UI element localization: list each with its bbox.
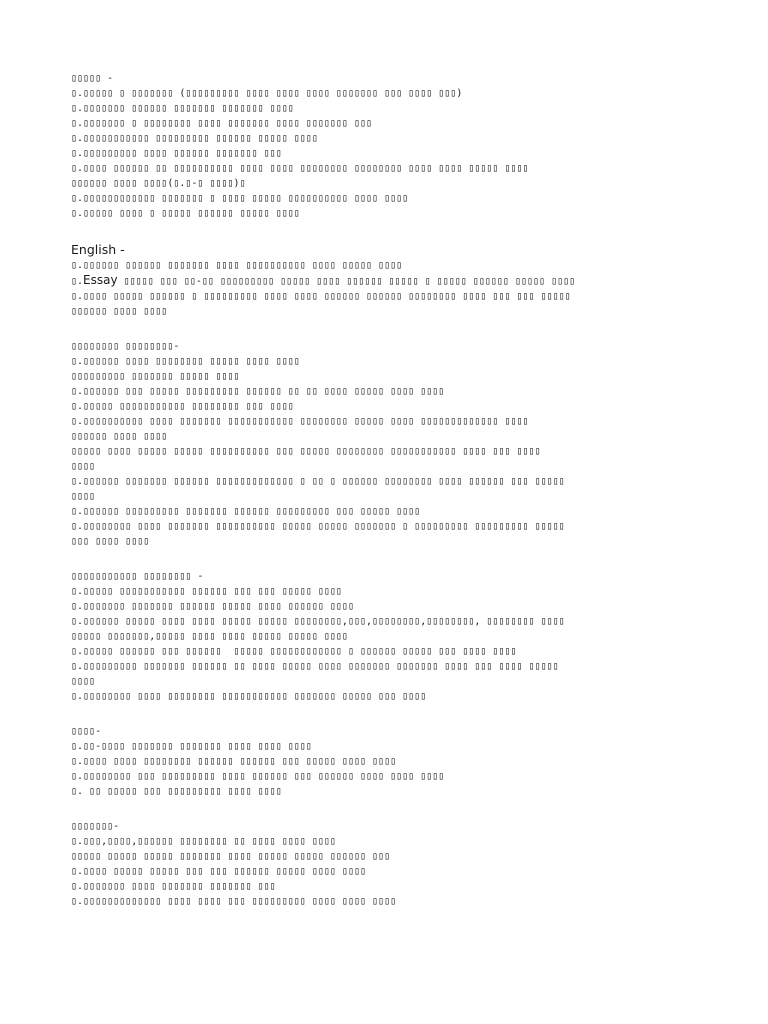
section-3: [71, 339, 708, 549]
text-line: ▯.▯▯▯,▯▯▯▯,▯▯▯▯▯▯ ▯▯▯▯▯▯▯▯ ▯▯ ▯▯▯▯ ▯▯▯▯ ▯▯▯▯: [71, 836, 336, 847]
text-line: ▯.▯▯▯▯▯▯ ▯▯▯▯ ▯▯▯▯▯▯▯▯ ▯▯▯▯▯ ▯▯▯▯ ▯▯▯▯: [71, 356, 300, 367]
text-line: ▯.▯▯▯▯▯▯▯ ▯▯▯▯▯▯ ▯▯▯▯▯▯▯ ▯▯▯▯▯▯▯ ▯▯▯▯: [71, 103, 294, 114]
text-line: ▯.▯▯▯▯▯ ▯▯▯▯▯▯ ▯▯▯ ▯▯▯▯▯▯ ▯▯▯▯▯ ▯▯▯▯▯▯▯▯▯▯▯▯ ▯ ▯▯▯▯▯▯ ▯▯▯▯▯ ▯▯▯ ▯▯▯▯ ▯▯▯▯: [71, 646, 517, 657]
section-6: [71, 819, 708, 909]
text-line: ▯.▯▯▯▯▯ ▯▯▯▯▯▯▯▯▯▯▯ ▯▯▯▯▯▯ ▯▯▯ ▯▯▯ ▯▯▯▯▯ ▯▯▯▯: [71, 586, 342, 597]
section-heading: ▯▯▯▯▯▯▯-: [71, 821, 120, 832]
text-line: ▯.▯▯▯▯▯▯ ▯▯▯▯▯▯ ▯▯▯▯▯▯▯ ▯▯▯▯ ▯▯▯▯▯▯▯▯▯▯ ▯▯▯▯ ▯▯▯▯▯ ▯▯▯▯: [71, 260, 403, 271]
text-line: ▯.▯▯▯▯▯▯ ▯▯▯▯▯▯▯ ▯▯▯▯▯▯ ▯▯▯▯▯▯▯▯▯▯▯▯▯ ▯ ▯▯ ▯ ▯▯▯▯▯▯ ▯▯▯▯▯▯▯▯ ▯▯▯▯ ▯▯▯▯▯▯ ▯▯▯ ▯▯▯▯▯: [71, 476, 565, 487]
text-line: ▯.Essay ▯▯▯▯▯ ▯▯▯ ▯▯-▯▯ ▯▯▯▯▯▯▯▯▯ ▯▯▯▯▯ ▯▯▯▯ ▯▯▯▯▯▯ ▯▯▯▯▯ ▯ ▯▯▯▯▯ ▯▯▯▯▯▯ ▯▯▯▯▯ ▯▯▯▯: [71, 273, 576, 287]
text-line: ▯.▯▯▯▯ ▯▯▯▯▯ ▯▯▯▯▯ ▯▯▯ ▯▯▯ ▯▯▯▯▯▯ ▯▯▯▯▯ ▯▯▯▯ ▯▯▯▯: [71, 866, 367, 877]
text-line: ▯.▯▯▯▯▯▯▯▯ ▯▯▯▯ ▯▯▯▯▯▯▯ ▯▯▯▯▯▯▯▯▯▯ ▯▯▯▯▯ ▯▯▯▯▯ ▯▯▯▯▯▯▯ ▯ ▯▯▯▯▯▯▯▯▯ ▯▯▯▯▯▯▯▯▯ ▯▯▯▯▯: [71, 521, 565, 532]
text-line: ▯▯▯▯: [71, 491, 96, 502]
text-line: ▯▯▯▯: [71, 676, 96, 687]
text-line: ▯.▯▯-▯▯▯▯ ▯▯▯▯▯▯▯ ▯▯▯▯▯▯▯ ▯▯▯▯ ▯▯▯▯ ▯▯▯▯: [71, 741, 312, 752]
text-line: ▯.▯▯▯▯▯▯▯▯ ▯▯▯ ▯▯▯▯▯▯▯▯▯ ▯▯▯▯ ▯▯▯▯▯▯ ▯▯▯ ▯▯▯▯▯▯ ▯▯▯▯ ▯▯▯▯ ▯▯▯▯: [71, 771, 445, 782]
section-heading: ▯▯▯▯▯ -: [71, 73, 114, 84]
text-line: ▯.▯▯▯▯▯ ▯ ▯▯▯▯▯▯▯ (▯▯▯▯▯▯▯▯▯ ▯▯▯▯ ▯▯▯▯ ▯▯▯▯ ▯▯▯▯▯▯▯ ▯▯▯ ▯▯▯▯ ▯▯▯): [71, 88, 463, 99]
text-line: ▯.▯▯▯▯▯ ▯▯▯▯ ▯ ▯▯▯▯▯ ▯▯▯▯▯▯ ▯▯▯▯▯ ▯▯▯▯: [71, 208, 300, 219]
section-5: [71, 724, 708, 799]
text-line: ▯▯▯▯▯▯▯▯▯ ▯▯▯▯▯▯▯ ▯▯▯▯▯ ▯▯▯▯: [71, 371, 240, 382]
section-heading: English -: [71, 242, 125, 257]
text-line: ▯▯▯▯▯ ▯▯▯▯▯ ▯▯▯▯▯ ▯▯▯▯▯▯▯ ▯▯▯▯ ▯▯▯▯▯ ▯▯▯▯▯ ▯▯▯▯▯▯ ▯▯▯: [71, 851, 391, 862]
text-line: ▯▯▯▯▯▯ ▯▯▯▯ ▯▯▯▯: [71, 431, 168, 442]
text-line: ▯▯▯ ▯▯▯▯ ▯▯▯▯: [71, 536, 150, 547]
text-line: ▯.▯▯▯▯▯▯ ▯▯▯▯▯▯▯▯▯ ▯▯▯▯▯▯▯ ▯▯▯▯▯▯ ▯▯▯▯▯▯▯▯▯ ▯▯▯ ▯▯▯▯▯ ▯▯▯▯: [71, 506, 421, 517]
section-heading: ▯▯▯▯-: [71, 726, 102, 737]
section-4: [71, 569, 708, 704]
text-line: ▯. ▯▯ ▯▯▯▯▯ ▯▯▯ ▯▯▯▯▯▯▯▯▯ ▯▯▯▯ ▯▯▯▯: [71, 786, 282, 797]
text-line: ▯.▯▯▯▯▯▯▯▯▯▯▯▯▯ ▯▯▯▯ ▯▯▯▯ ▯▯▯ ▯▯▯▯▯▯▯▯▯ ▯▯▯▯ ▯▯▯▯ ▯▯▯▯: [71, 896, 397, 907]
text-line: ▯.▯▯▯▯▯▯▯▯ ▯▯▯▯ ▯▯▯▯▯▯▯▯ ▯▯▯▯▯▯▯▯▯▯▯ ▯▯▯▯▯▯▯ ▯▯▯▯▯ ▯▯▯ ▯▯▯▯: [71, 691, 427, 702]
text-line: ▯.▯▯▯▯▯▯▯▯▯▯ ▯▯▯▯ ▯▯▯▯▯▯▯ ▯▯▯▯▯▯▯▯▯▯▯ ▯▯▯▯▯▯▯▯ ▯▯▯▯▯ ▯▯▯▯ ▯▯▯▯▯▯▯▯▯▯▯▯▯ ▯▯▯▯: [71, 416, 529, 427]
text-line: ▯▯▯▯▯ ▯▯▯▯▯▯▯,▯▯▯▯▯ ▯▯▯▯ ▯▯▯▯ ▯▯▯▯▯ ▯▯▯▯▯ ▯▯▯▯: [71, 631, 348, 642]
latin-word: Essay: [83, 273, 118, 287]
text-line: ▯▯▯▯: [71, 461, 96, 472]
text-line: ▯▯▯▯▯▯ ▯▯▯▯ ▯▯▯▯(▯.▯-▯ ▯▯▯▯)▯: [71, 178, 246, 189]
text-line: ▯.▯▯▯▯ ▯▯▯▯▯ ▯▯▯▯▯▯ ▯ ▯▯▯▯▯▯▯▯▯ ▯▯▯▯ ▯▯▯▯ ▯▯▯▯▯▯ ▯▯▯▯▯▯ ▯▯▯▯▯▯▯▯ ▯▯▯▯ ▯▯▯ ▯▯▯ ▯▯▯▯▯: [71, 291, 571, 302]
section-heading: ▯▯▯▯▯▯▯▯▯▯▯ ▯▯▯▯▯▯▯▯ -: [71, 571, 204, 582]
section-1: [71, 71, 708, 221]
text-line: ▯▯▯▯▯ ▯▯▯▯ ▯▯▯▯▯ ▯▯▯▯▯ ▯▯▯▯▯▯▯▯▯▯ ▯▯▯ ▯▯▯▯▯ ▯▯▯▯▯▯▯▯ ▯▯▯▯▯▯▯▯▯▯▯ ▯▯▯▯ ▯▯▯ ▯▯▯▯: [71, 446, 541, 457]
section-heading: ▯▯▯▯▯▯▯▯ ▯▯▯▯▯▯▯▯-: [71, 341, 180, 352]
section-english: [71, 241, 708, 319]
text-line: ▯▯▯▯▯▯ ▯▯▯▯ ▯▯▯▯: [71, 306, 168, 317]
text-line: ▯.▯▯▯▯ ▯▯▯▯ ▯▯▯▯▯▯▯▯ ▯▯▯▯▯▯ ▯▯▯▯▯▯ ▯▯▯ ▯▯▯▯▯ ▯▯▯▯ ▯▯▯▯: [71, 756, 397, 767]
text-line: ▯.▯▯▯▯▯▯▯▯▯▯▯ ▯▯▯▯▯▯▯▯▯ ▯▯▯▯▯▯ ▯▯▯▯▯ ▯▯▯▯: [71, 133, 318, 144]
text-line: ▯.▯▯▯▯▯▯ ▯▯▯ ▯▯▯▯▯ ▯▯▯▯▯▯▯▯▯ ▯▯▯▯▯▯ ▯▯ ▯▯ ▯▯▯▯ ▯▯▯▯▯ ▯▯▯▯ ▯▯▯▯: [71, 386, 445, 397]
text-line: ▯.▯▯▯▯ ▯▯▯▯▯▯ ▯▯ ▯▯▯▯▯▯▯▯▯▯ ▯▯▯▯ ▯▯▯▯ ▯▯▯▯▯▯▯▯ ▯▯▯▯▯▯▯▯ ▯▯▯▯ ▯▯▯▯ ▯▯▯▯▯ ▯▯▯▯: [71, 163, 529, 174]
text-line: ▯.▯▯▯▯▯▯▯▯▯ ▯▯▯▯▯▯▯ ▯▯▯▯▯▯ ▯▯ ▯▯▯▯ ▯▯▯▯▯ ▯▯▯▯ ▯▯▯▯▯▯▯ ▯▯▯▯▯▯▯ ▯▯▯▯ ▯▯▯ ▯▯▯▯ ▯▯▯▯▯: [71, 661, 559, 672]
text-line: ▯.▯▯▯▯▯▯▯ ▯ ▯▯▯▯▯▯▯▯ ▯▯▯▯ ▯▯▯▯▯▯▯ ▯▯▯▯ ▯▯▯▯▯▯▯ ▯▯▯: [71, 118, 373, 129]
text-line: ▯.▯▯▯▯▯▯ ▯▯▯▯▯ ▯▯▯▯ ▯▯▯▯ ▯▯▯▯▯ ▯▯▯▯▯ ▯▯▯▯▯▯▯▯,▯▯▯,▯▯▯▯▯▯▯▯,▯▯▯▯▯▯▯▯, ▯▯▯▯▯▯▯▯ ▯▯▯▯: [71, 616, 565, 627]
text-line: ▯.▯▯▯▯▯▯▯ ▯▯▯▯ ▯▯▯▯▯▯▯ ▯▯▯▯▯▯▯ ▯▯▯: [71, 881, 276, 892]
text-line: ▯.▯▯▯▯▯▯▯▯▯▯▯▯ ▯▯▯▯▯▯▯ ▯ ▯▯▯▯ ▯▯▯▯▯ ▯▯▯▯▯▯▯▯▯▯ ▯▯▯▯ ▯▯▯▯: [71, 193, 409, 204]
text-line: ▯.▯▯▯▯▯ ▯▯▯▯▯▯▯▯▯▯▯ ▯▯▯▯▯▯▯▯ ▯▯▯ ▯▯▯▯: [71, 401, 294, 412]
text-line: ▯.▯▯▯▯▯▯▯ ▯▯▯▯▯▯▯ ▯▯▯▯▯▯ ▯▯▯▯▯ ▯▯▯▯ ▯▯▯▯▯▯ ▯▯▯▯: [71, 601, 354, 612]
text-line: ▯.▯▯▯▯▯▯▯▯▯ ▯▯▯▯ ▯▯▯▯▯▯ ▯▯▯▯▯▯▯ ▯▯▯: [71, 148, 282, 159]
